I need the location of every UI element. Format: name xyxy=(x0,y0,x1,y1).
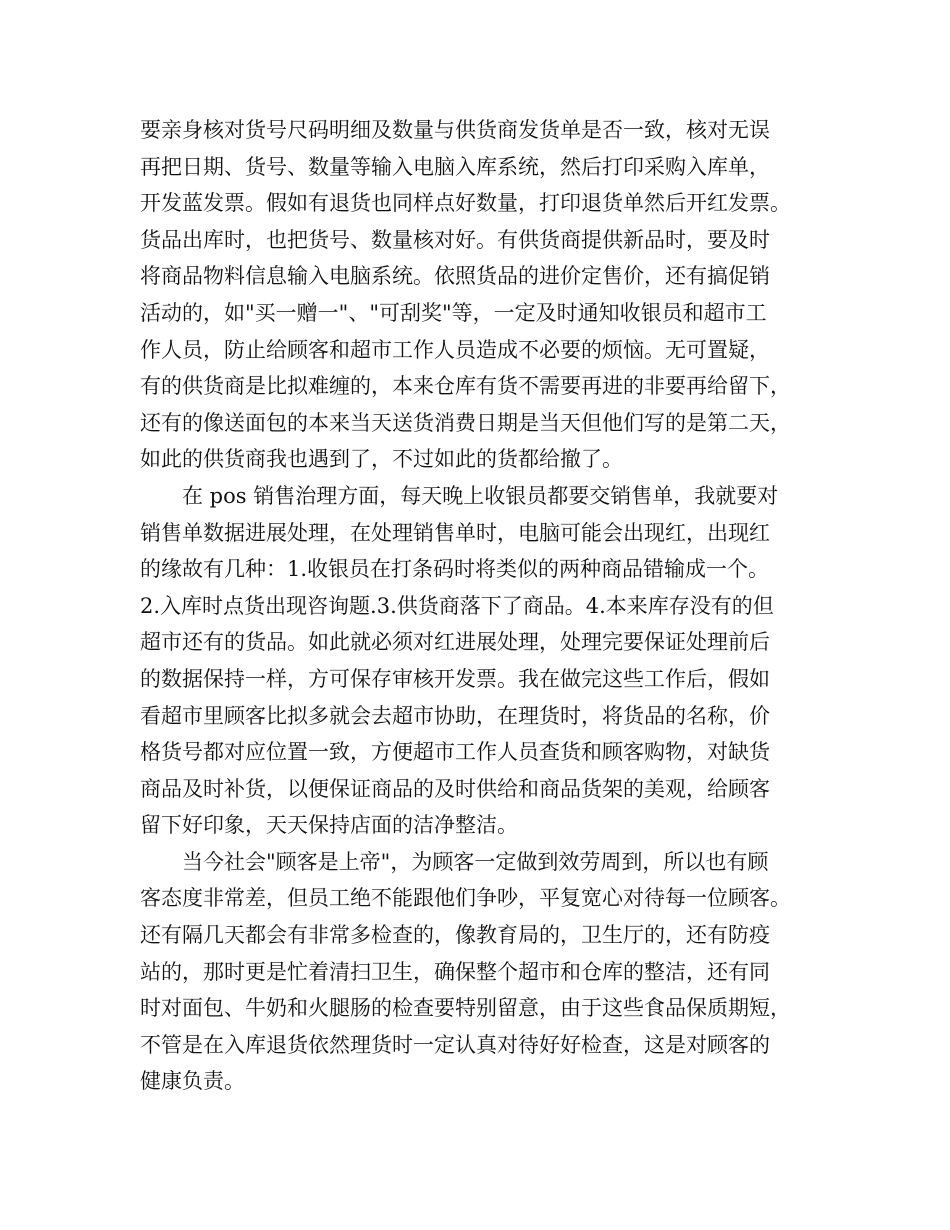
text-line: 货品出库时，也把货号、数量核对好。有供货商提供新品时，要及时 xyxy=(140,227,770,252)
text-line: 留下好印象，天天保持店面的洁净整洁。 xyxy=(140,813,518,838)
text-line: 格货号都对应位置一致，方便超市工作人员查货和顾客购物，对缺货 xyxy=(140,740,770,765)
text-line: 的数据保持一样，方可保存审核开发票。我在做完这些工作后，假如 xyxy=(140,666,770,691)
text-line: 再把日期、货号、数量等输入电脑入库系统，然后打印采购入库单， xyxy=(140,154,770,179)
text-line: 时对面包、牛奶和火腿肠的检查要特别留意，由于这些食品保质期短， xyxy=(140,996,791,1021)
text-line: 看超市里顾客比拟多就会去超市协助，在理货时，将货品的名称，价 xyxy=(140,703,770,728)
text-line: 商品及时补货，以便保证商品的及时供给和商品货架的美观，给顾客 xyxy=(140,776,770,801)
text-line: 活动的，如"买一赠一"、"可刮奖"等，一定及时通知收银员和超市工 xyxy=(140,300,767,325)
text-line: 要亲身核对货号尺码明细及数量与供货商发货单是否一致，核对无误 xyxy=(140,118,770,142)
text-line: 作人员，防止给顾客和超市工作人员造成不必要的烦恼。无可置疑， xyxy=(140,337,770,362)
body-text xyxy=(140,112,830,1100)
text-line: 健康负责。 xyxy=(140,1069,245,1094)
text-line: 如此的供货商我也遇到了，不过如此的货都给撤了。 xyxy=(140,447,623,472)
text-line: 客态度非常差，但员工绝不能跟他们争吵，平复宽心对待每一位顾客。 xyxy=(140,886,791,911)
text-line: 还有隔几天都会有非常多检查的，像教育局的，卫生厅的，还有防疫 xyxy=(140,923,770,948)
text-line: 站的，那时更是忙着清扫卫生，确保整个超市和仓库的整洁，还有同 xyxy=(140,959,770,984)
text-line: 有的供货商是比拟难缠的，本来仓库有货不需要再进的非要再给留下， xyxy=(140,374,791,399)
text-line: 销售单数据进展处理，在处理销售单时，电脑可能会出现红，出现红 xyxy=(140,520,770,545)
text-line: 将商品物料信息输入电脑系统。依照货品的进价定售价，还有搞促销 xyxy=(140,264,770,289)
text-line: 还有的像送面包的本来当天送货消费日期是当天但他们写的是第二天， xyxy=(140,410,791,435)
paragraph-start-line: 在 pos 销售治理方面，每天晚上收银员都要交销售单，我就要对 xyxy=(140,483,779,508)
text-line: 不管是在入库退货依然理货时一定认真对待好好检查，这是对顾客的 xyxy=(140,1032,770,1057)
text-line: 的缘故有几种：1.收银员在打条码时将类似的两种商品错输成一个。 xyxy=(140,557,770,582)
text-line: 2.入库时点货出现咨询题.3.供货商落下了商品。4.本来库存没有的但 xyxy=(140,593,774,618)
text-line: 超市还有的货品。如此就必须对红进展处理，处理完要保证处理前后 xyxy=(140,630,770,655)
text-line: 开发蓝发票。假如有退货也同样点好数量，打印退货单然后开红发票。 xyxy=(140,191,791,216)
paragraph-start-line: 当今社会"顾客是上帝"，为顾客一定做到效劳周到，所以也有顾 xyxy=(140,849,769,874)
